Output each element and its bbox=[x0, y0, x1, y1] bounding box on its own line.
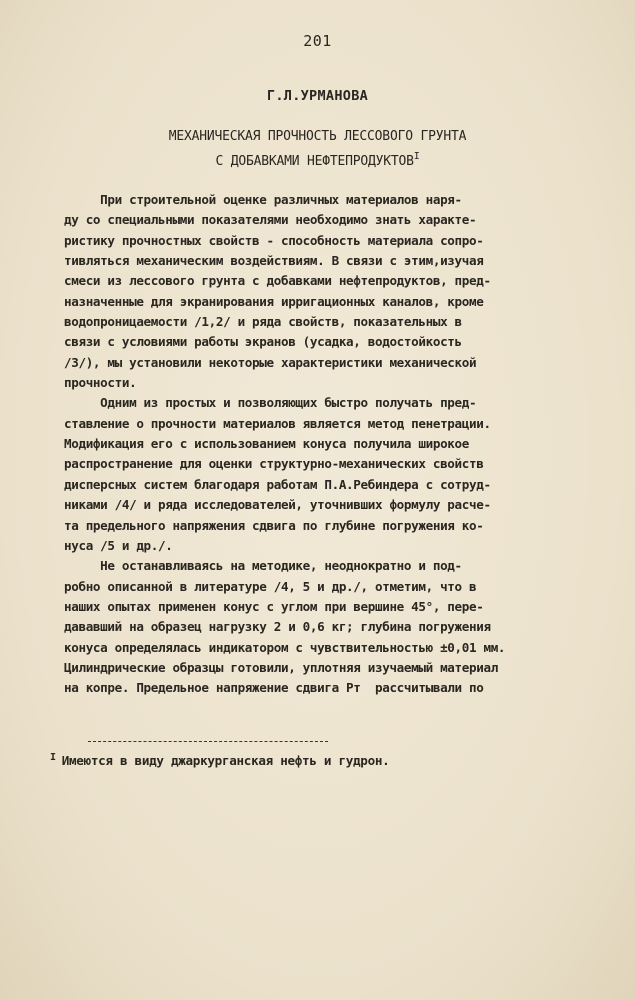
body-line: нуса /5 и др./. bbox=[64, 537, 173, 553]
body-line: При строительной оценке различных материалов наря- bbox=[64, 192, 462, 207]
body-line: смеси из лессового грунта с добавками нефтепродуктов, пред- bbox=[64, 273, 491, 289]
title-line-1: МЕХАНИЧЕСКАЯ ПРОЧНОСТЬ ЛЕССОВОГО ГРУНТА bbox=[168, 129, 467, 144]
body-line: ставление о прочности материалов является метод пенетрации. bbox=[64, 415, 491, 431]
author-name: Г.Л.УРМАНОВА bbox=[266, 88, 369, 104]
body-line: ристику прочностных свойств - способность материала сопро- bbox=[64, 232, 484, 248]
body-line: назначенные для экранирования ирригационных каналов, кроме bbox=[64, 293, 484, 309]
body-line: никами /4/ и ряда исследователей, уточнивших формулу расче- bbox=[64, 497, 491, 513]
body-line: прочности. bbox=[64, 375, 137, 391]
body-line: Не останавливаясь на методике, неоднократно и под- bbox=[64, 558, 462, 574]
body-line: на копре. Предельное напряжение сдвига Pт рассчитывали по bbox=[64, 680, 484, 696]
body-line: связи с условиями работы экранов (усадка, водостойкость bbox=[64, 334, 462, 350]
body-line: тивляться механическим воздействиям. В связи с этим,изучая bbox=[64, 253, 484, 269]
body-line: наших опытах применен конус с углом при вершине 45°, пере- bbox=[64, 598, 484, 614]
title-line-2 bbox=[0, 147, 635, 172]
body-line: робно описанной в литературе /4, 5 и др./, отметим, что в bbox=[64, 578, 477, 594]
body-line: ду со специальными показателями необходимо знать характе- bbox=[64, 212, 477, 228]
body-line: та предельного напряжения сдвига по глубине погружения ко- bbox=[64, 517, 484, 533]
page-number: 201 bbox=[303, 32, 332, 50]
body-line: распространение для оценки структурно-механических свойств bbox=[64, 456, 484, 472]
body-line: /3/), мы установили некоторые характеристики механической bbox=[64, 354, 477, 370]
footnote-text: Имеются в виду джаркурганская нефть и гудрон. bbox=[61, 753, 390, 768]
body-line: конуса определялась индикатором с чувствительностью ±0,01 мм. bbox=[64, 639, 506, 655]
footnote-mark: I bbox=[50, 752, 56, 763]
title-line-2-text: С ДОБАВКАМИ НЕФТЕПРОДУКТОВ bbox=[215, 154, 414, 169]
body-line: Модификация его с использованием конуса получила широкое bbox=[64, 436, 469, 452]
footnote bbox=[50, 752, 389, 768]
body-line: дававший на образец нагрузку 2 и 0,6 кг; глубина погружения bbox=[64, 619, 491, 635]
body-text bbox=[64, 190, 564, 699]
footnote-divider bbox=[88, 741, 328, 742]
body-line: водопроницаемости /1,2/ и ряда свойств, показательных в bbox=[64, 314, 462, 330]
body-line: Цилиндрические образцы готовили, уплотняя изучаемый материал bbox=[64, 659, 498, 675]
body-line: Одним из простых и позволяющих быстро получать пред- bbox=[64, 395, 477, 411]
title-footnote-mark: I bbox=[413, 151, 420, 162]
body-line: дисперсных систем благодаря работам П.А.Ребиндера с сотруд- bbox=[64, 476, 491, 492]
article-title bbox=[0, 127, 635, 172]
